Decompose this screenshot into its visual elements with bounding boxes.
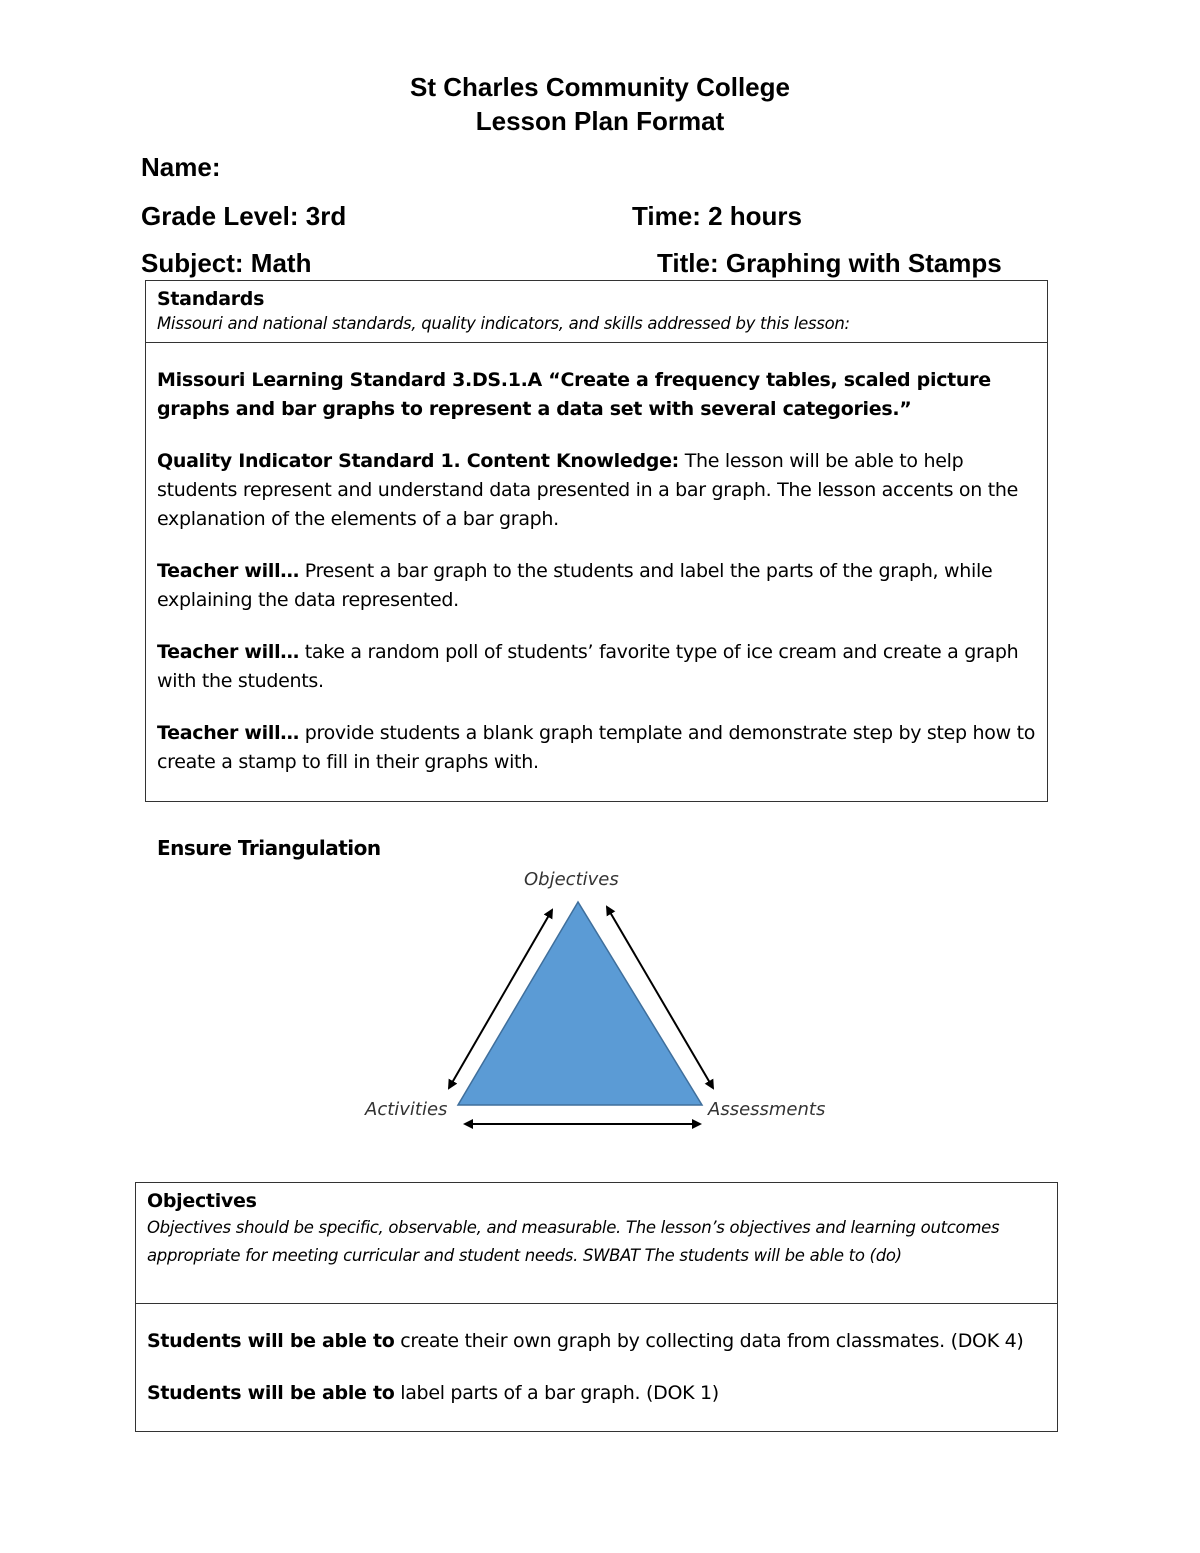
standards-subheading: Missouri and national standards, quality indicators, and skills addressed by this lesson: [157, 314, 850, 333]
teacher-item-text: Present a bar graph to the students and label the parts of the graph, while explaining the data represented. [157, 560, 993, 611]
college-name: St Charles Community College [410, 72, 790, 102]
triangle-label-objectives: Objectives [524, 869, 619, 890]
standards-heading: Standards [157, 288, 265, 310]
objective-item [147, 1379, 1046, 1408]
teacher-item-text: take a random poll of students’ favorite type of ice cream and create a graph with the students. [157, 641, 1019, 692]
lesson-title: Title: Graphing with Stamps [657, 248, 1002, 278]
missouri-standard: Missouri Learning Standard 3.DS.1.A “Create a frequency tables, scaled picture graphs and bar graphs to represent a data set with several categories.” [157, 369, 991, 420]
quality-indicator-label: Quality Indicator Standard 1. Content Knowledge: [157, 450, 679, 472]
document-title: Lesson Plan Format [475, 106, 725, 136]
quality-indicator-text: The lesson will be able to help students represent and understand data presented in a bar graph. The lesson accents on the explanation of the elements of a bar graph. [157, 450, 1019, 530]
triangle-label-activities: Activities [365, 1099, 448, 1120]
objectives-box [135, 1182, 1058, 1432]
subject: Subject: Math [141, 248, 312, 278]
objective-item [147, 1327, 1046, 1356]
teacher-item-label: Teacher will… [157, 560, 299, 582]
name-field-label: Name: [141, 152, 221, 182]
lesson-time: Time: 2 hours [632, 201, 803, 231]
grade-level: Grade Level: 3rd [141, 201, 347, 231]
triangulation-heading: Ensure Triangulation [157, 836, 381, 860]
objectives-heading: Objectives [147, 1190, 257, 1212]
teacher-item-text: provide students a blank graph template and demonstrate step by step how to create a stamp to fill in their graphs with. [157, 722, 1036, 773]
triangle-label-assessments: Assessments [708, 1099, 826, 1120]
objective-item-label: Students will be able to [147, 1330, 395, 1352]
teacher-item-label: Teacher will… [157, 722, 299, 744]
objective-item-label: Students will be able to [147, 1382, 395, 1404]
objectives-header [136, 1183, 1057, 1304]
triangle-shape [458, 902, 702, 1105]
objective-item-text: create their own graph by collecting data from classmates. (DOK 4) [394, 1330, 1024, 1352]
objective-item-text: label parts of a bar graph. (DOK 1) [394, 1382, 719, 1404]
objectives-body [136, 1304, 1057, 1408]
teacher-item-label: Teacher will… [157, 641, 299, 663]
objectives-subheading: Objectives should be specific, observable, and measurable. The lesson’s objectives and learning outcomes appropriate for meeting curricular and student needs. SWBAT The students will be able to (do) [147, 1218, 1000, 1265]
